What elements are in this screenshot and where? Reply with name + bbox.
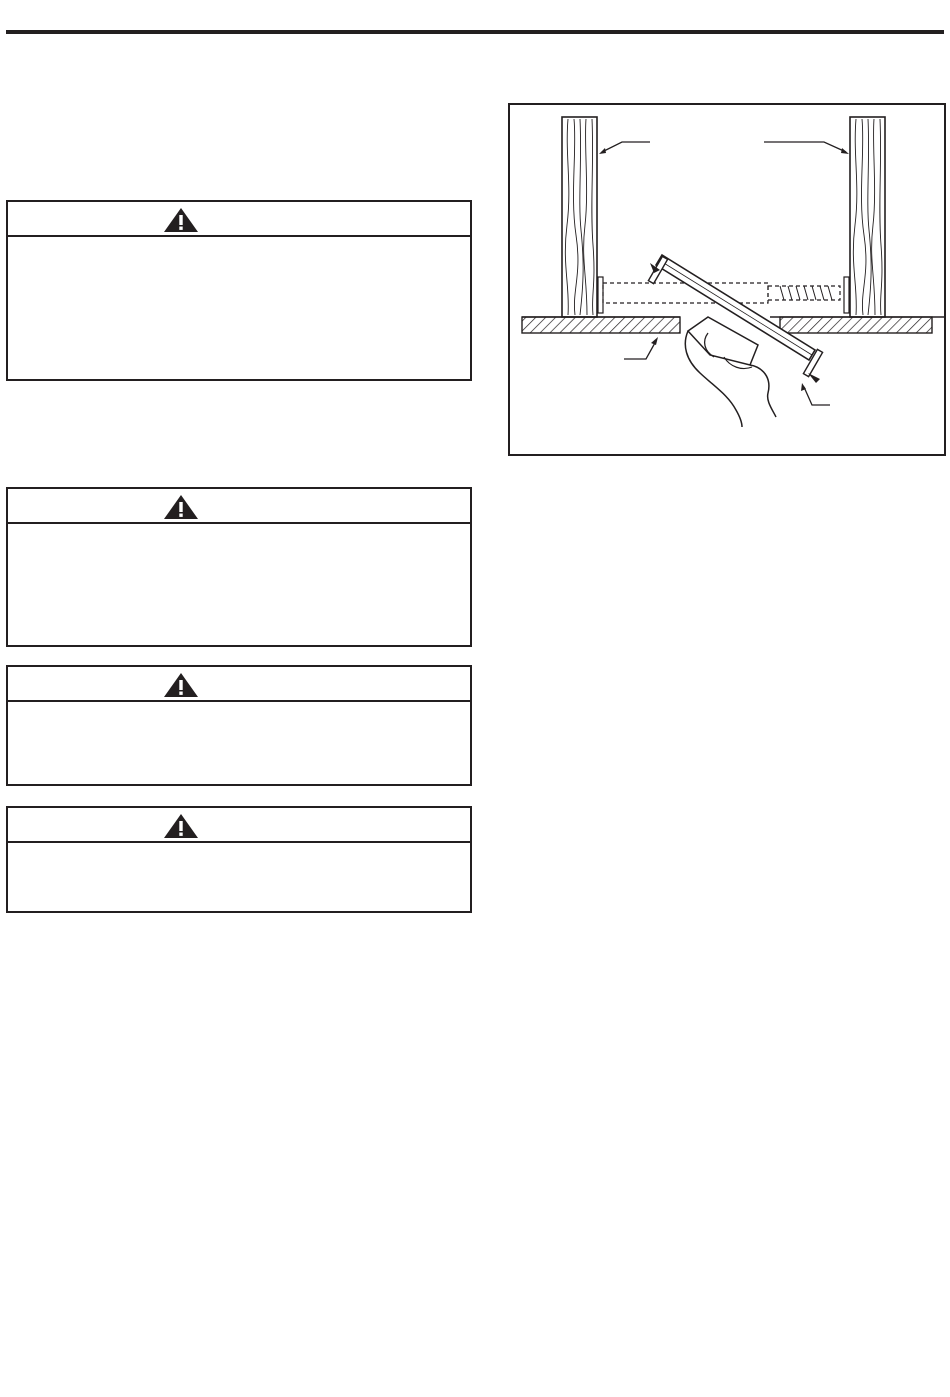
warning-header bbox=[8, 667, 470, 702]
warning-header bbox=[8, 808, 470, 843]
warning-triangle-icon bbox=[163, 494, 199, 520]
warning-box-2 bbox=[6, 487, 472, 647]
hand-icon bbox=[685, 317, 776, 427]
installation-illustration bbox=[510, 105, 944, 454]
warning-triangle-icon bbox=[163, 207, 199, 233]
joist-right-icon bbox=[850, 117, 885, 317]
warning-box-3 bbox=[6, 665, 472, 786]
warning-header bbox=[8, 489, 470, 524]
header-rule bbox=[6, 30, 944, 34]
warning-box-4 bbox=[6, 806, 472, 913]
warning-triangle-icon bbox=[163, 672, 199, 698]
installation-figure bbox=[508, 103, 946, 456]
warning-header bbox=[8, 202, 470, 237]
joist-left-icon bbox=[562, 117, 597, 317]
warning-box-1 bbox=[6, 200, 472, 381]
warning-triangle-icon bbox=[163, 813, 199, 839]
